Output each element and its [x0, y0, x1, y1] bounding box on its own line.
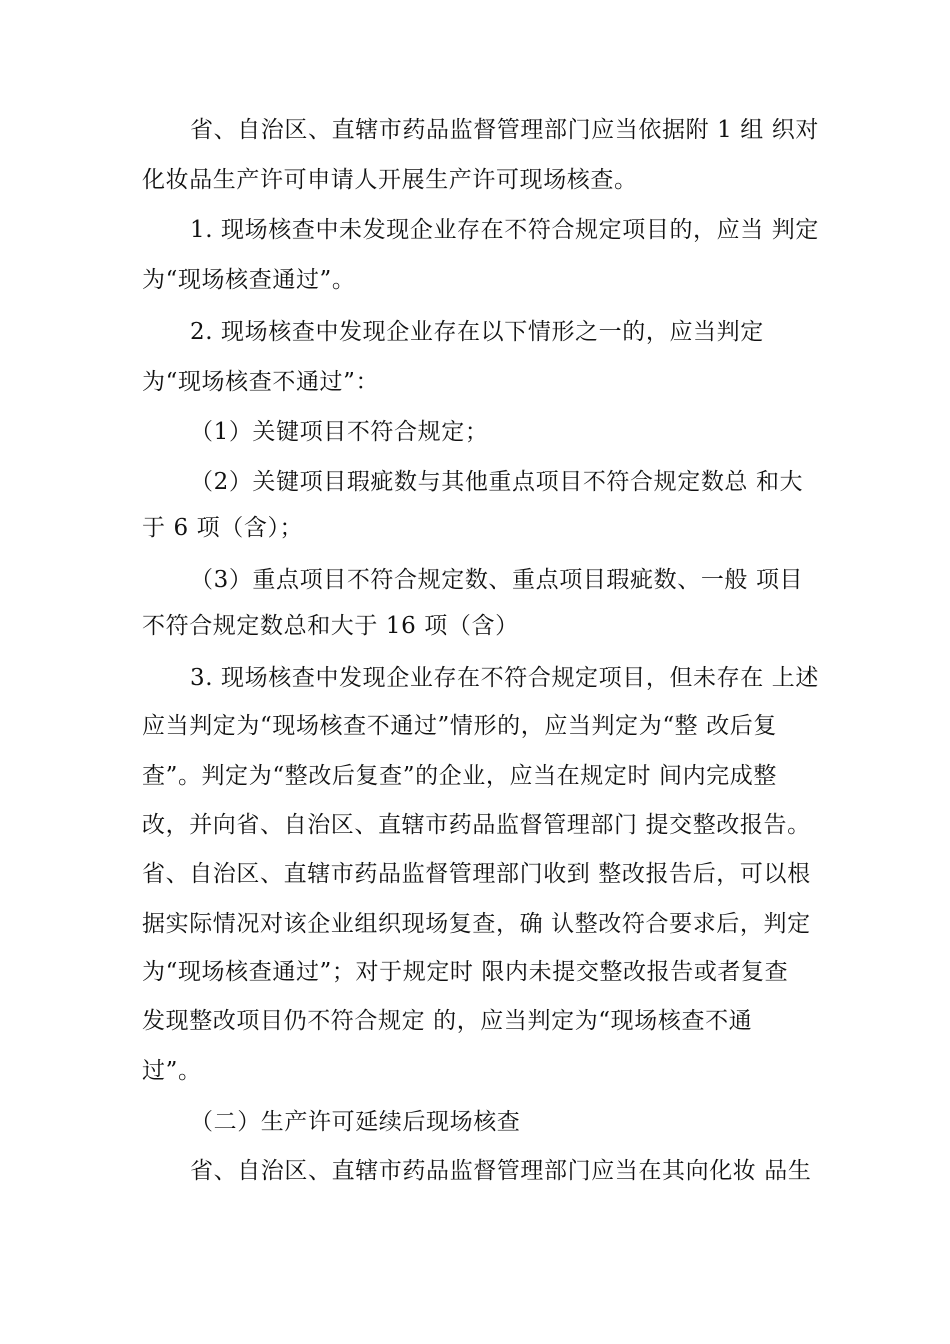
list-item-3-line: 发现整改项目仍不符合规定 的，应当判定为“现场核查不通 [142, 1008, 753, 1034]
section-heading: （二）生产许可延续后现场核查 [190, 1109, 521, 1135]
body-text-line: 化妆品生产许可申请人开展生产许可现场核查。 [142, 167, 638, 193]
list-item-2-line: 2. 现场核查中发现企业存在以下情形之一的，应当判定 [190, 319, 764, 345]
body-text-line: 省、自治区、直辖市药品监督管理部门应当依据附 1 组 织对 [190, 117, 819, 143]
body-text-line: 省、自治区、直辖市药品监督管理部门应当在其向化妆 品生 [190, 1158, 812, 1184]
list-item-2-line: 为“现场核查不通过”： [142, 369, 380, 395]
list-item-1-line: 为“现场核查通过”。 [142, 267, 356, 293]
sub-item-3-line: （3）重点项目不符合规定数、重点项目瑕疵数、一般 项目 [190, 567, 804, 593]
list-item-3-line: 3. 现场核查中发现企业存在不符合规定项目，但未存在 上述 [190, 665, 819, 691]
list-item-3-line: 应当判定为“现场核查不通过”情形的，应当判定为“整 改后复 [142, 713, 777, 739]
sub-item-1-line: （1）关键项目不符合规定； [190, 419, 489, 445]
sub-item-2-line: 于 6 项（含）； [142, 515, 304, 541]
list-item-3-line: 为“现场核查通过”；对于规定时 限内未提交整改报告或者复查 [142, 959, 789, 985]
sub-item-2-line: （2）关键项目瑕疵数与其他重点项目不符合规定数总 和大 [190, 469, 804, 495]
list-item-3-line: 据实际情况对该企业组织现场复查，确 认整改符合要求后，判定 [142, 911, 811, 937]
list-item-3-line: 查”。判定为“整改后复查”的企业，应当在规定时 间内完成整 [142, 763, 777, 789]
list-item-3-line: 改，并向省、自治区、直辖市药品监督管理部门 提交整改报告。 [142, 812, 811, 838]
list-item-1-line: 1. 现场核查中未发现企业存在不符合规定项目的，应当 判定 [190, 217, 819, 243]
list-item-3-line: 省、自治区、直辖市药品监督管理部门收到 整改报告后，可以根 [142, 861, 811, 887]
sub-item-3-line: 不符合规定数总和大于 16 项（含） [142, 613, 519, 639]
list-item-3-line: 过”。 [142, 1058, 202, 1084]
